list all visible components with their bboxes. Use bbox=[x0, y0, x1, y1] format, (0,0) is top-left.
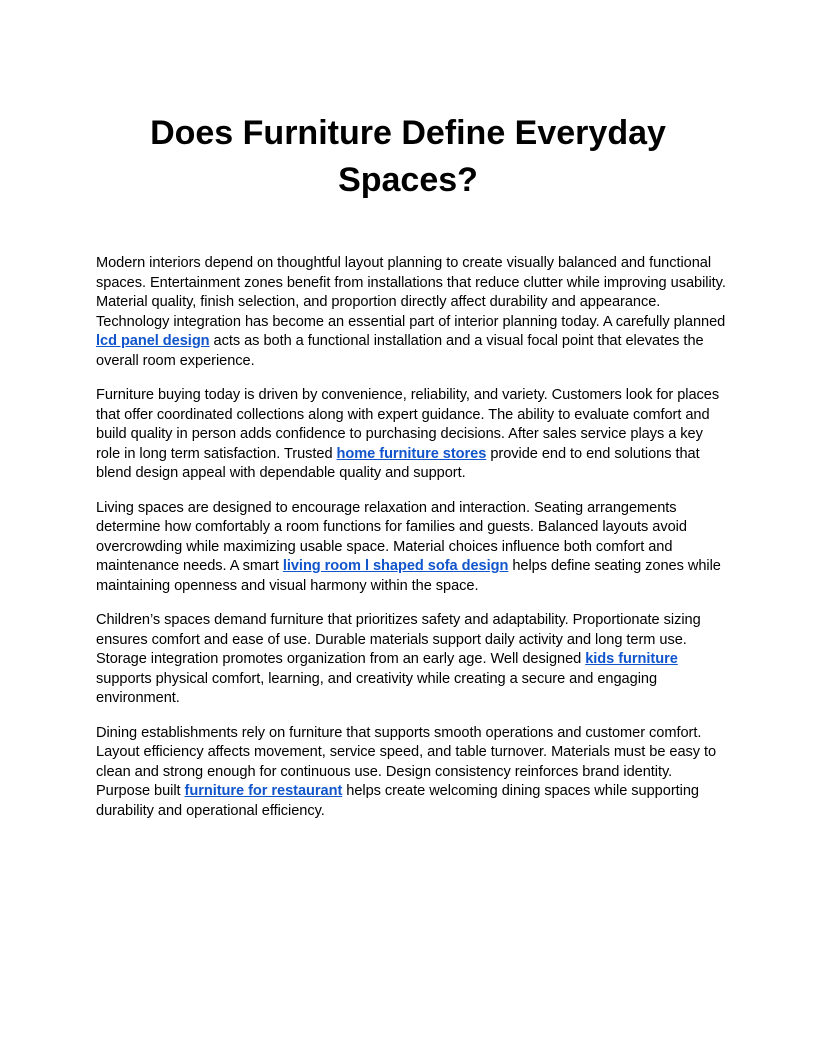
link-lcd-panel-design[interactable]: lcd panel design bbox=[96, 333, 210, 349]
paragraph-text: Modern interiors depend on thoughtful layout planning to create visually balanced and functional spaces. Entertainment zones benefit from installations that reduce clutter while improving usability. Material quality, finish selection, and proportion directly affect durability and appearance. Technology integration has become an essential part of interior planning today. A carefully planned bbox=[96, 255, 726, 330]
article-body bbox=[96, 254, 728, 836]
paragraph-text: acts as both a functional installation and a visual focal point that elevates the overall room experience. bbox=[96, 333, 704, 369]
paragraph-text: helps define seating zones while maintaining openness and visual harmony within the space. bbox=[96, 558, 721, 594]
paragraph-kids-furniture bbox=[96, 611, 728, 709]
paragraph-text: Dining establishments rely on furniture that supports smooth operations and customer comfort. Layout efficiency affects movement, service speed, and table turnover. Materials must be easy to clean and strong enough for continuous use. Design consistency reinforces brand identity. Purpose built bbox=[96, 724, 717, 799]
paragraph-living-room bbox=[96, 499, 728, 597]
paragraph-furniture-stores bbox=[96, 386, 728, 484]
paragraph-text: helps create welcoming dining spaces while supporting durability and operational efficiency. bbox=[96, 783, 699, 819]
link-kids-furniture[interactable]: kids furniture bbox=[585, 651, 678, 667]
paragraph-text: provide end to end solutions that blend design appeal with dependable quality and support. bbox=[96, 445, 700, 481]
title-line-1: Does Furniture Define Everyday bbox=[150, 114, 666, 152]
link-furniture-for-restaurant[interactable]: furniture for restaurant bbox=[184, 783, 343, 799]
paragraph-lcd-panel bbox=[96, 254, 728, 371]
paragraph-text: Living spaces are designed to encourage relaxation and interaction. Seating arrangements determine how comfortably a room functions for families and guests. Balanced layouts avoid overcrowding while maximizing usable space. Material choices influence both comfort and maintenance needs. A smart bbox=[96, 499, 687, 574]
paragraph-text: Children’s spaces demand furniture that prioritizes safety and adaptability. Proportionate sizing ensures comfort and ease of use. Durable materials support daily activity and long term use. Storage integration promotes organization from an early age. Well designed bbox=[96, 612, 701, 667]
page-title bbox=[96, 110, 720, 204]
link-living-room-sofa-design[interactable]: living room l shaped sofa design bbox=[282, 558, 509, 574]
paragraph-text: supports physical comfort, learning, and creativity while creating a secure and engaging environment. bbox=[96, 670, 658, 706]
title-line-2: Spaces? bbox=[338, 161, 478, 199]
paragraph-restaurant bbox=[96, 724, 728, 822]
link-home-furniture-stores[interactable]: home furniture stores bbox=[336, 445, 487, 462]
paragraph-text: Furniture buying today is driven by convenience, reliability, and variety. Customers look for places that offer coordinated collections along with expert guidance. The ability to evaluate comfort and build quality in person adds confidence to purchasing decisions. After sales service plays a key role in long term satisfaction. Trusted bbox=[96, 387, 720, 462]
